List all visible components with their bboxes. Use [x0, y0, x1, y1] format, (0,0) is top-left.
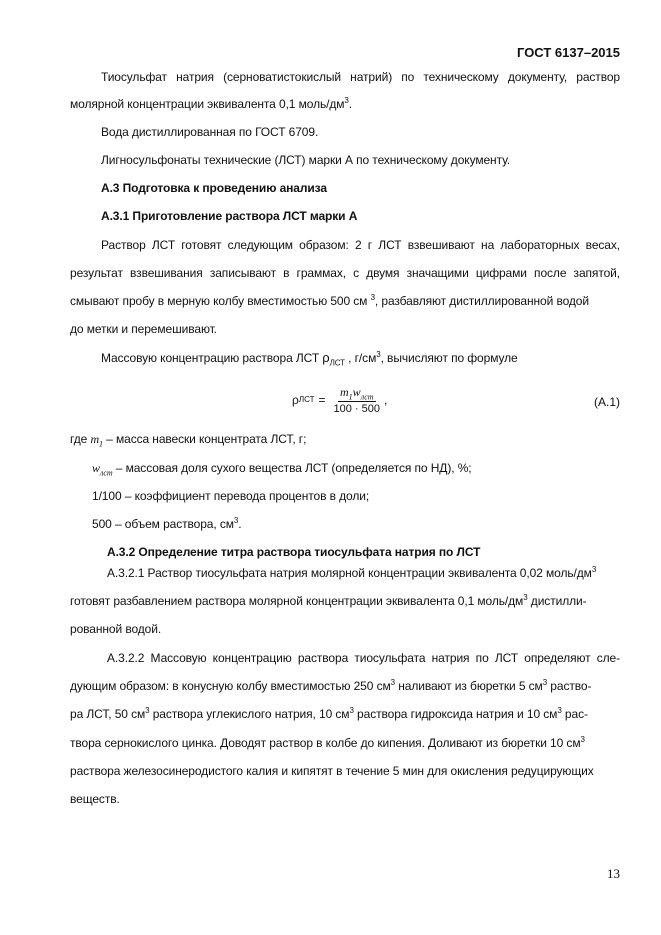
text-line: веществ.: [70, 792, 120, 806]
section-heading-a31: А.3.1 Приготовление раствора ЛСТ марки А: [101, 209, 358, 223]
superscript: 3: [370, 293, 375, 302]
text-line: Тиосульфат натрия (серноватистокислый натрий) по техническому документу, раствор: [101, 70, 620, 84]
var-m: m: [339, 385, 349, 399]
text-span: готовят разбавлением раствора молярной концентрации эквивалента 0,1 моль/дм: [70, 594, 524, 608]
superscript: 3: [557, 706, 562, 715]
where-item: [92, 517, 642, 531]
rho-symbol: ρ: [322, 350, 330, 365]
equation-number: (А.1): [593, 395, 620, 409]
text-line: раствора железосинеродистого калия и кипятят в течение 5 мин для окисления редуцирующих: [70, 764, 594, 778]
text-span: А.3.2.1 Раствор тиосульфата натрия молярной концентрации эквивалента 0,02 моль/дм: [107, 566, 592, 580]
superscript: 3: [523, 593, 528, 602]
text-line: до метки и перемешивают.: [70, 322, 217, 336]
text-line: результат взвешивания записывают в граммах, с двумя значащими цифрами после запятой,: [70, 266, 620, 280]
superscript: 3: [376, 350, 381, 359]
text-span: 500 – объем раствора, см: [92, 517, 234, 531]
text-line: [70, 97, 620, 111]
text-line: Вода дистиллированная по ГОСТ 6709.: [101, 125, 319, 139]
superscript: 3: [390, 678, 395, 687]
text-span: молярной концентрации эквивалента 0,1 моль/дм: [70, 97, 345, 111]
section-heading-a32: А.3.2 Определение титра раствора тиосульфата натрия по ЛСТ: [107, 545, 481, 559]
where-item: [70, 432, 620, 449]
text-line: Раствор ЛСТ готовят следующим образом: 2 г ЛСТ взвешивают на лабораторных весах,: [101, 238, 620, 252]
superscript: 3: [349, 706, 354, 715]
text-span: , вычисляют по формуле: [380, 351, 518, 365]
superscript: 3: [233, 516, 239, 525]
subscript: 1: [348, 392, 353, 402]
var-m: m: [90, 432, 100, 446]
text-span: .: [238, 517, 242, 531]
var-w: w: [92, 461, 100, 475]
formula-lhs: ρ: [292, 393, 299, 407]
text-span: дистилли-: [527, 594, 587, 608]
formula-comma: ,: [383, 393, 388, 407]
superscript: 3: [145, 706, 150, 715]
equals-sign: =: [318, 393, 326, 407]
superscript: 3: [344, 96, 349, 105]
text-line: рованной водой.: [70, 622, 162, 636]
text-span: наливают из бюретки 5 см: [394, 679, 543, 693]
text-line: [70, 679, 620, 693]
where-item: [92, 461, 642, 478]
text-span: .: [348, 97, 353, 111]
formula-fraction: [334, 385, 380, 415]
text-span: смывают пробу в мерную колбу вместимостью 500 см: [70, 294, 368, 308]
fraction-denominator: 100 · 500: [333, 403, 380, 415]
text-line: Лигносульфонаты технические (ЛСТ) марки А по техническому документу.: [101, 153, 511, 167]
text-span: раствора углекислого натрия, 10 см: [149, 707, 350, 721]
text-span: твора сернокислого цинка. Доводят раствор в колбе до кипения. Доливают из бюретки 10 см: [70, 736, 581, 750]
text-span: дующим образом: в конусную колбу вместимостью 250 см: [70, 679, 391, 693]
var-w: w: [352, 385, 361, 399]
page-number: 13: [607, 866, 620, 881]
text-span: ра ЛСТ, 50 см: [70, 707, 146, 721]
section-heading-a3: А.3 Подготовка к проведению анализа: [101, 181, 327, 195]
subscript: лст: [99, 468, 113, 478]
text-span: раствора гидроксида натрия и 10 см: [353, 707, 558, 721]
subscript: ЛСТ: [329, 358, 345, 368]
text-span: рас-: [561, 707, 588, 721]
subscript: лст: [360, 392, 374, 402]
text-line: [107, 566, 620, 580]
text-line: [70, 294, 620, 308]
text-line: [70, 736, 620, 750]
subscript: 1: [99, 439, 103, 449]
text-span: , г/см: [344, 351, 377, 365]
text-line: [70, 707, 620, 721]
formula-a1: ρ ЛСТ = $\frac{m_1w_{лст}}{100 \cdot 500}$ ,: [292, 385, 388, 415]
text-line: А.3.2.2 Массовую концентрацию раствора тиосульфата натрия по ЛСТ определяют сле-: [107, 651, 620, 665]
text-line: [101, 350, 620, 368]
document-code-header: ГОСТ 6137–2015: [517, 45, 620, 60]
text-span: , разбавляют дистиллированной водой: [374, 294, 589, 308]
superscript: 3: [591, 565, 597, 574]
text-span: где: [70, 432, 91, 446]
text-span: Массовую концентрацию раствора ЛСТ: [101, 351, 323, 365]
where-item: 1/100 – коэффициент перевода процентов в доли;: [92, 489, 370, 503]
superscript: 3: [580, 735, 585, 744]
fraction-numerator: [338, 385, 376, 402]
text-span: раство-: [547, 679, 592, 693]
superscript: 3: [542, 678, 548, 687]
text-span: – масса навески концентрата ЛСТ, г;: [102, 432, 307, 446]
text-span: – массовая доля сухого вещества ЛСТ (определяется по НД), %;: [112, 461, 472, 475]
text-line: [70, 594, 620, 608]
